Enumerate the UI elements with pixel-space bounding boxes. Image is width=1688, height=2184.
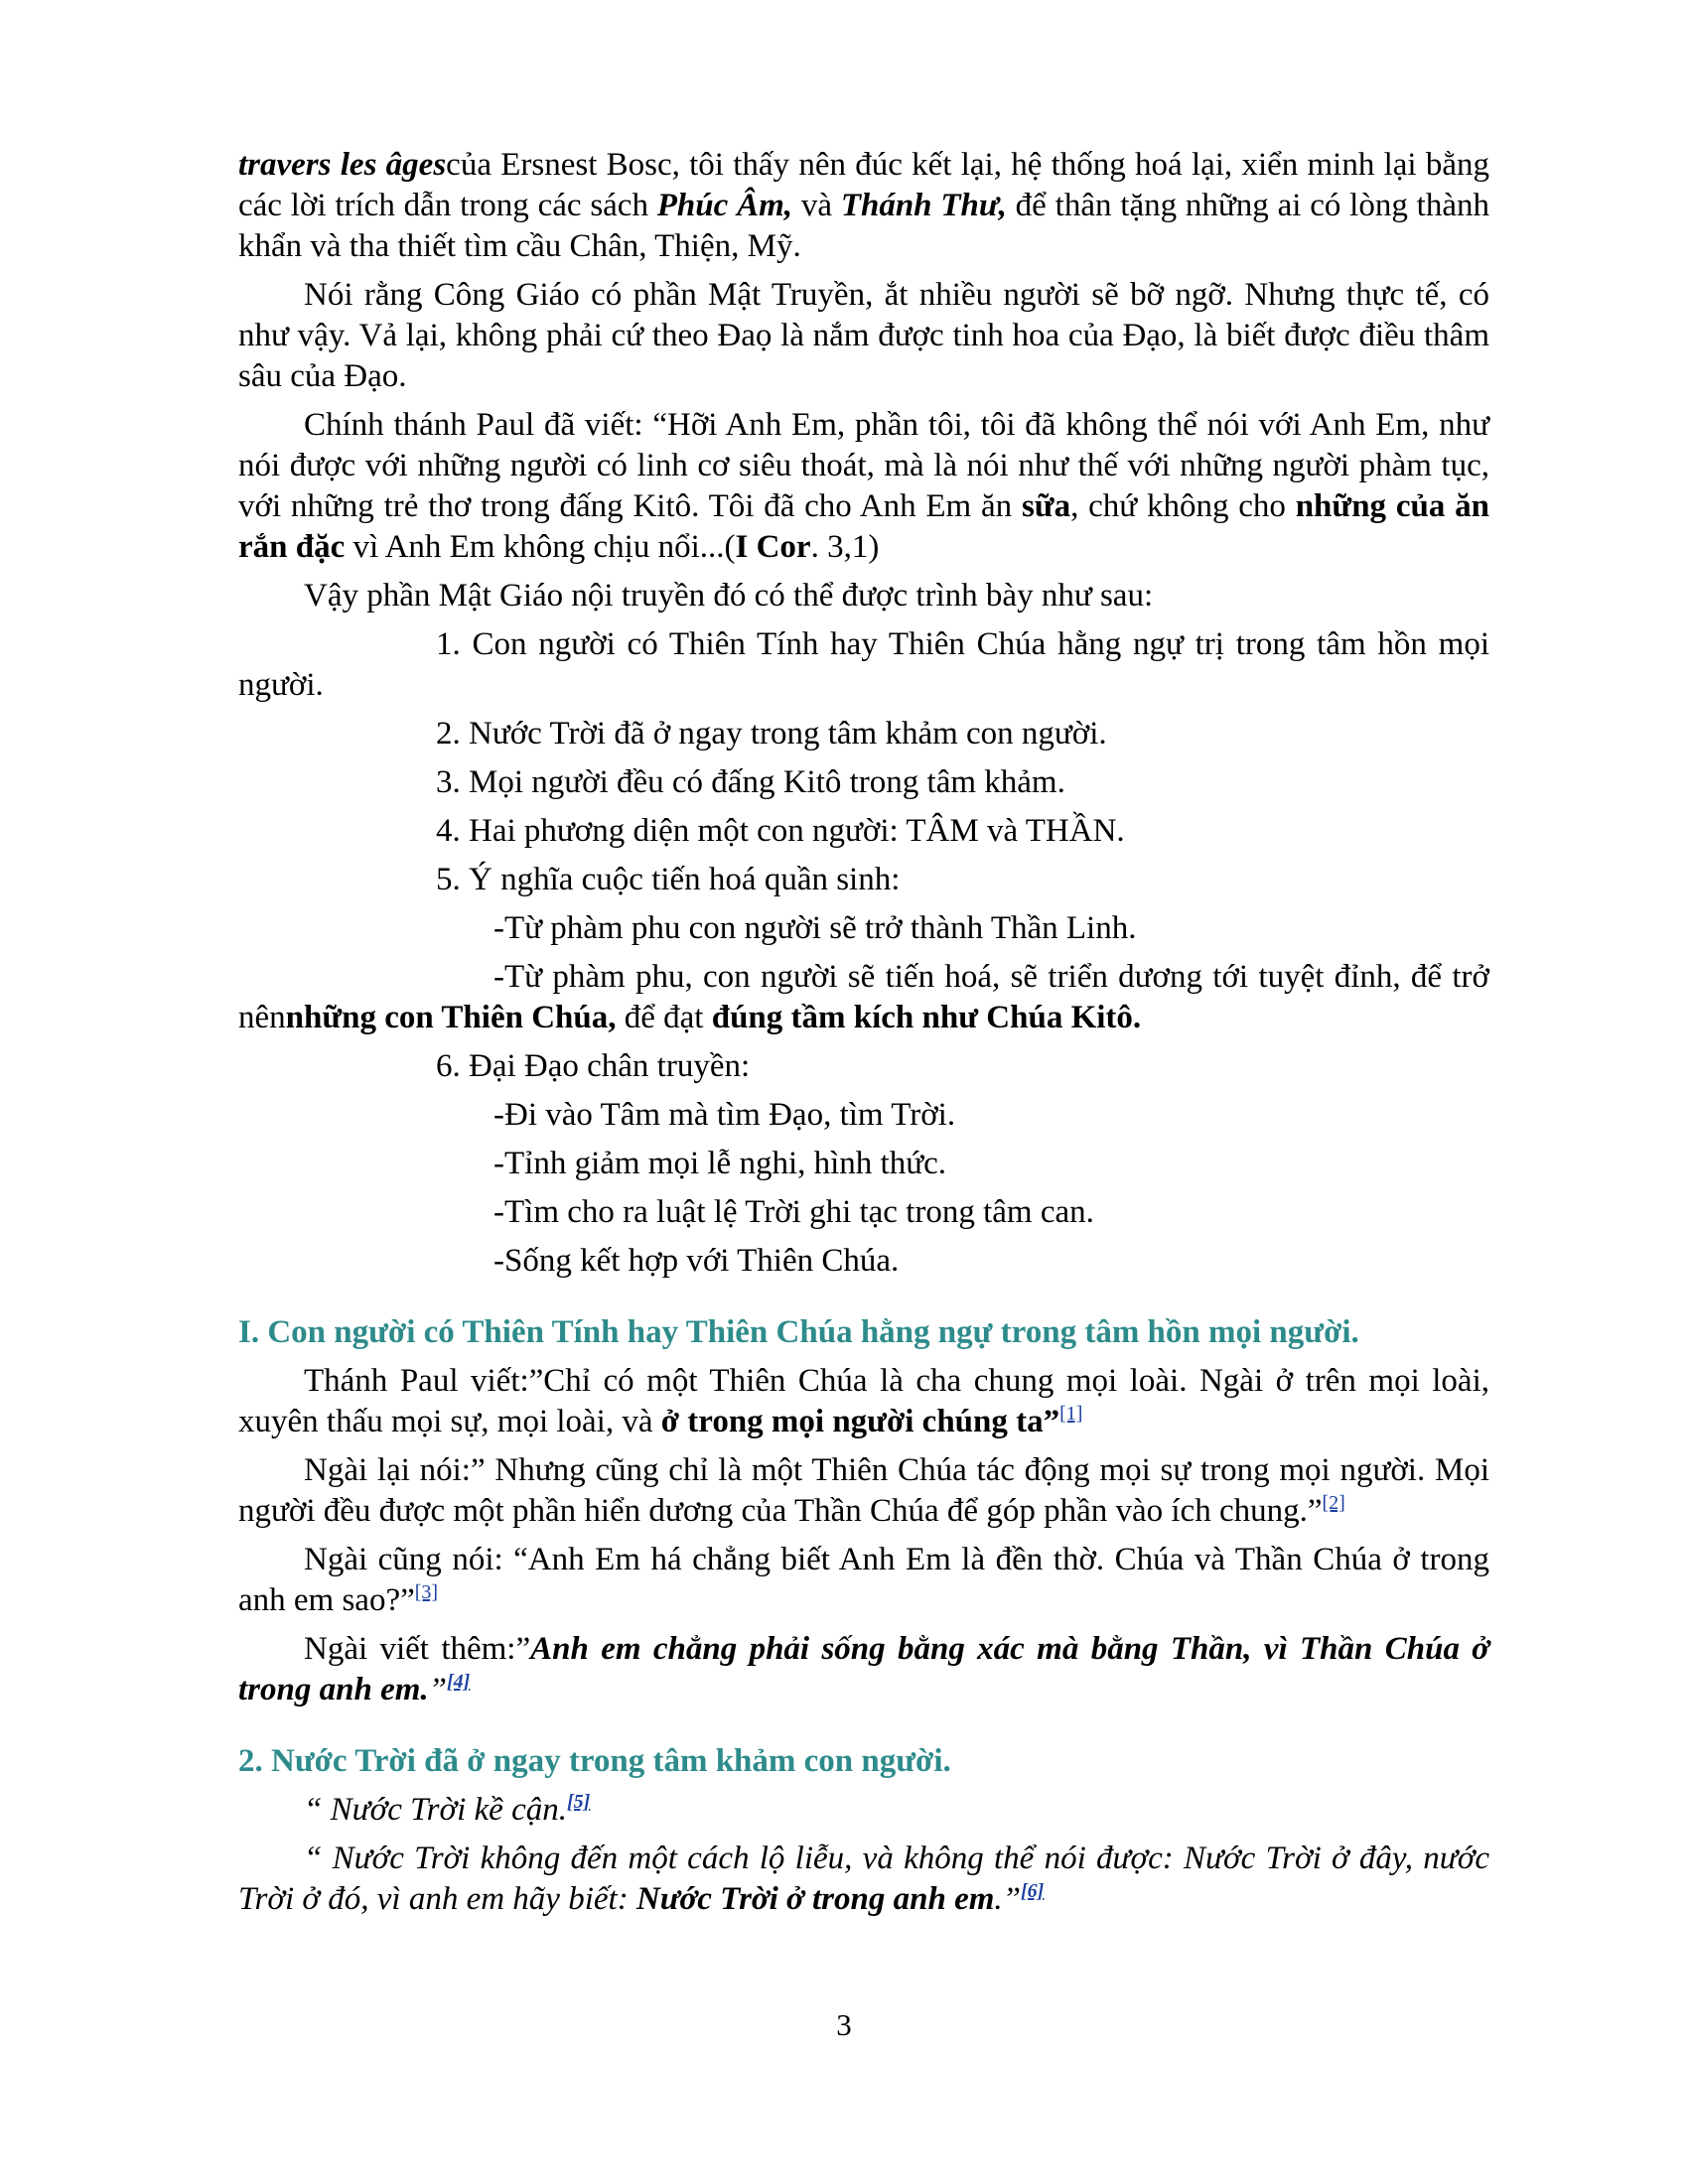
section2-paragraph-b: “ Nước Trời không đến một cách lộ liễu, và không thể nói được: Nước Trời ở đây, nước Trời ở đó, vì anh em hãy biết: Nước Trời ở trong anh em.”[6] [238,1841,1489,1917]
section-heading-1: I. Con người có Thiên Tính hay Thiên Chúa hằng ngự trong tâm hồn mọi người. [238,1314,1359,1350]
list-subitem-6d: -Sống kết hợp với Thiên Chúa. [493,1243,900,1279]
page-content [238,145,1489,1920]
section1-paragraph-c: Ngài cũng nói: “Anh Em há chẳng biết Anh Em là đền thờ. Chúa và Thần Chúa ở trong anh em sao?”[3] [238,1542,1489,1618]
footnote-link-2[interactable]: [2] [1322,1492,1345,1514]
list-item-1: 1. Con người có Thiên Tính hay Thiên Chúa hằng ngự trị trong tâm hồn mọi người. [238,626,1489,703]
list-item-3: 3. Mọi người đều có đấng Kitô trong tâm khảm. [436,764,1065,800]
list-item-2: 2. Nước Trời đã ở ngay trong tâm khảm con người. [436,716,1107,751]
list-subitem-5a: -Từ phàm phu con người sẽ trở thành Thần Linh. [493,910,1137,946]
book-title: travers les âges [238,147,447,183]
footnote-link-3[interactable]: [3] [414,1581,439,1603]
list-item-6: 6. Đại Đạo chân truyền: [436,1048,751,1084]
section-heading-2: 2. Nước Trời đã ở ngay trong tâm khảm con người. [238,1743,951,1779]
paragraph-mat-truyen: Nói rằng Công Giáo có phần Mật Truyền, ắt nhiều người sẽ bỡ ngỡ. Nhưng thực tế, có như vậy. Vả lại, không phải cứ theo Đaọ là nắm được tinh hoa của Đạo, là biết được điều thâm sâu của Đạo. [238,277,1489,394]
footnote-link-4[interactable]: [4] [447,1671,471,1693]
list-subitem-6b: -Tỉnh giảm mọi lễ nghi, hình thức. [493,1146,946,1181]
paragraph-list-intro: Vậy phần Mật Giáo nội truyền đó có thể được trình bày như sau: [304,578,1154,614]
section1-paragraph-a: Thánh Paul viết:”Chỉ có một Thiên Chúa là cha chung mọi loài. Ngài ở trên mọi loài, xuyên thấu mọi sự, mọi loài, và ở trong mọi người chúng ta”[1] [238,1363,1489,1439]
section1-paragraph-b: Ngài lại nói:” Nhưng cũng chỉ là một Thiên Chúa tác động mọi sự trong mọi người. Mọi người đều được một phần hiển dương của Thần Chúa để góp phần vào ích chung.”[2] [238,1452,1489,1529]
list-subitem-6a: -Đi vào Tâm mà tìm Đạo, tìm Trời. [493,1097,956,1133]
footnote-link-5[interactable]: [5] [566,1791,591,1813]
paragraph-paul-quote: Chính thánh Paul đã viết: “Hỡi Anh Em, phần tôi, tôi đã không thể nói với Anh Em, như nói được với những người có linh cơ siêu thoát, mà là nói như thế với những người phàm tục, với những trẻ thơ trong đấng Kitô. Tôi đã cho Anh Em ăn sữa, chứ không cho những của ăn rắn đặc vì Anh Em không chịu nổi...(I Cor. 3,1) [238,407,1489,565]
intro-paragraph: travers les âgescủa Ersnest Bosc, tôi thấy nên đúc kết lại, hệ thống hoá lại, xiển minh lại bằng các lời trích dẫn trong các sách Phúc Âm, và Thánh Thư, để thân tặng những ai có lòng thành khẩn và tha thiết tìm cầu Chân, Thiện, Mỹ. [238,147,1490,264]
section1-paragraph-d: Ngài viết thêm:”Anh em chẳng phải sống bằng xác mà bằng Thần, vì Thần Chúa ở trong anh em.”[4] [238,1631,1490,1707]
footnote-link-6[interactable]: [6] [1021,1880,1045,1902]
list-subitem-6c: -Tìm cho ra luật lệ Trời ghi tạc trong tâm can. [493,1194,1094,1230]
footnote-link-1[interactable]: [1] [1059,1403,1083,1425]
list-item-5: 5. Ý nghĩa cuộc tiến hoá quần sinh: [436,862,901,897]
list-item-4: 4. Hai phương diện một con người: TÂM và THẦN. [436,813,1125,849]
page-number: 3 [836,2007,852,2042]
list-subitem-5b: -Từ phàm phu, con người sẽ tiến hoá, sẽ triển dương tới tuyệt đỉnh, để trở nênnhững con Thiên Chúa, để đạt đúng tầm kích như Chúa Kitô. [238,959,1489,1035]
section2-paragraph-a: “ Nước Trời kề cận.[5] [304,1791,591,1828]
